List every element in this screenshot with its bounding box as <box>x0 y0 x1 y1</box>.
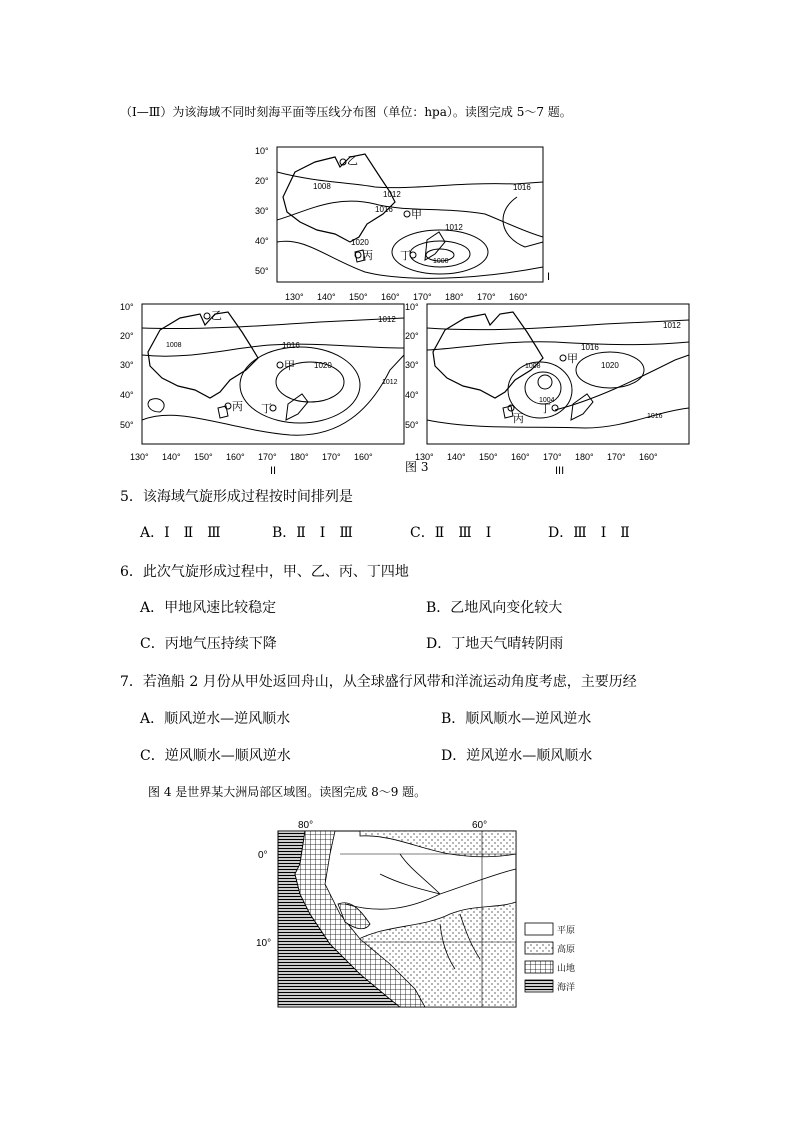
regional-map-fig4 <box>250 814 590 1014</box>
lat-label: 50° <box>255 266 269 276</box>
place-jia: 甲 <box>567 353 578 365</box>
place-bing: 丙 <box>362 250 373 262</box>
lon-label-80: 80° <box>298 820 314 831</box>
isobar-label: 1012 <box>383 190 401 199</box>
question-5-option-b[interactable]: B．Ⅱ Ⅰ Ⅲ <box>272 525 353 541</box>
lon-label: 160° <box>354 452 373 462</box>
place-ding: 丁 <box>540 403 551 415</box>
lon-label: 170° <box>607 452 626 462</box>
place-ding: 丁 <box>261 403 272 415</box>
lon-label: 130° <box>285 292 304 302</box>
isobar-label: 1016 <box>375 205 393 214</box>
place-bing: 丙 <box>232 401 243 413</box>
question-5-option-a[interactable]: A．Ⅰ Ⅱ Ⅲ <box>140 525 221 541</box>
question-5-option-d[interactable]: D．Ⅲ Ⅰ Ⅱ <box>548 525 630 541</box>
lon-label: 170° <box>322 452 341 462</box>
isobar-label: 1020 <box>314 361 332 370</box>
lon-label: 170° <box>258 452 277 462</box>
intro-text-1: （Ⅰ—Ⅲ）为该海域不同时刻海平面等压线分布图（单位：hpa）。读图完成 5～7 题。 <box>120 105 572 119</box>
question-7-option-d[interactable]: D．逆风逆水—顺风顺水 <box>441 748 593 764</box>
lon-label: 130° <box>415 452 434 462</box>
isobar-label: 1012 <box>382 379 398 386</box>
isobar-label: 1012 <box>663 321 681 330</box>
question-7-option-c[interactable]: C．逆风顺水—顺风逆水 <box>140 748 291 764</box>
legend-swatch-plain <box>525 923 553 935</box>
question-6-option-d[interactable]: D．丁地天气晴转阴雨 <box>426 636 564 652</box>
question-6-option-a[interactable]: A．甲地风速比较稳定 <box>140 600 277 616</box>
lat-label: 50° <box>120 420 134 430</box>
legend-label-plateau: 高原 <box>557 944 576 954</box>
legend-swatch-plateau <box>525 942 553 954</box>
isobar-label: 1012 <box>378 315 396 324</box>
lat-label: 40° <box>255 236 269 246</box>
lat-label-0: 0° <box>258 850 268 861</box>
lon-label: 160° <box>509 292 528 302</box>
isobar-map-II <box>120 300 410 478</box>
intro-text-2: 图 4 是世界某大洲局部区域图。读图完成 8～9 题。 <box>148 785 427 799</box>
lon-label: 180° <box>445 292 464 302</box>
lat-label: 10° <box>120 302 134 312</box>
place-yi: 乙 <box>211 310 222 322</box>
legend-swatch-mountain <box>525 961 553 973</box>
question-5-option-c[interactable]: C．Ⅱ Ⅲ Ⅰ <box>410 525 492 541</box>
lon-label: 130° <box>130 452 149 462</box>
place-jia: 甲 <box>284 360 295 372</box>
panel-label-III: III <box>555 465 565 477</box>
question-7-option-a[interactable]: A．顺风逆水—逆风顺水 <box>140 711 291 727</box>
lat-label: 30° <box>120 360 134 370</box>
lat-label: 10° <box>405 302 419 312</box>
lon-label: 170° <box>413 292 432 302</box>
question-5-stem: 5．该海域气旋形成过程按时间排列是 <box>120 489 353 505</box>
lat-label: 40° <box>405 390 419 400</box>
legend-swatch-ocean <box>525 980 553 992</box>
lat-label-10: 10° <box>256 938 272 949</box>
isobar-label: 1008 <box>525 363 541 370</box>
question-6-option-c[interactable]: C．丙地气压持续下降 <box>140 636 277 652</box>
isobar-label: 1016 <box>581 343 599 352</box>
lon-label: 180° <box>575 452 594 462</box>
isobar-label: 1000 <box>433 258 449 265</box>
question-6-option-b[interactable]: B．乙地风向变化较大 <box>426 600 563 616</box>
lat-label: 40° <box>120 390 134 400</box>
lon-label: 160° <box>511 452 530 462</box>
isobar-label: 1008 <box>166 342 182 349</box>
isobar-label: 1016 <box>282 341 300 350</box>
isobar-map-I <box>255 142 555 307</box>
lat-label: 30° <box>255 206 269 216</box>
isobar-label: 1016 <box>513 183 531 192</box>
lon-label: 140° <box>317 292 336 302</box>
isobar-map-III <box>405 300 695 478</box>
lat-label: 20° <box>255 176 269 186</box>
lon-label: 140° <box>447 452 466 462</box>
lat-label: 30° <box>405 360 419 370</box>
isobar-label: 1020 <box>601 361 619 370</box>
lat-label: 50° <box>405 420 419 430</box>
place-jia: 甲 <box>411 209 422 221</box>
lon-label: 160° <box>639 452 658 462</box>
lon-label: 160° <box>226 452 245 462</box>
lat-label: 20° <box>120 331 134 341</box>
question-7-option-b[interactable]: B．顺风顺水—逆风逆水 <box>441 711 592 727</box>
figure-caption-3: 图 3 <box>405 460 429 474</box>
question-6-stem: 6．此次气旋形成过程中，甲、乙、丙、丁四地 <box>120 564 409 580</box>
lon-label: 150° <box>349 292 368 302</box>
lon-label: 170° <box>477 292 496 302</box>
place-yi: 乙 <box>347 155 358 167</box>
place-ding: 丁 <box>400 250 411 262</box>
question-7-stem: 7．若渔船 2 月份从甲处返回舟山，从全球盛行风带和洋流运动角度考虑，主要历经 <box>120 674 637 690</box>
lon-label: 150° <box>194 452 213 462</box>
legend-label-ocean: 海洋 <box>557 982 576 992</box>
isobar-label: 1008 <box>313 182 331 191</box>
legend-label-mountain: 山地 <box>557 963 576 973</box>
panel-label-I: I <box>547 271 551 283</box>
panel-label-II: II <box>270 465 277 477</box>
isobar-label: 1012 <box>445 223 463 232</box>
legend-label-plain: 平原 <box>557 925 576 935</box>
lat-label: 10° <box>255 146 269 156</box>
lat-label: 20° <box>405 331 419 341</box>
isobar-label: 1016 <box>647 413 663 420</box>
lon-label: 180° <box>290 452 309 462</box>
isobar-label: 1020 <box>351 238 369 247</box>
lon-label: 160° <box>381 292 400 302</box>
place-bing: 丙 <box>513 413 524 425</box>
lon-label-60: 60° <box>472 820 488 831</box>
isobar-label: 1004 <box>539 397 555 404</box>
lon-label: 140° <box>162 452 181 462</box>
lon-label: 170° <box>543 452 562 462</box>
lon-label: 150° <box>479 452 498 462</box>
